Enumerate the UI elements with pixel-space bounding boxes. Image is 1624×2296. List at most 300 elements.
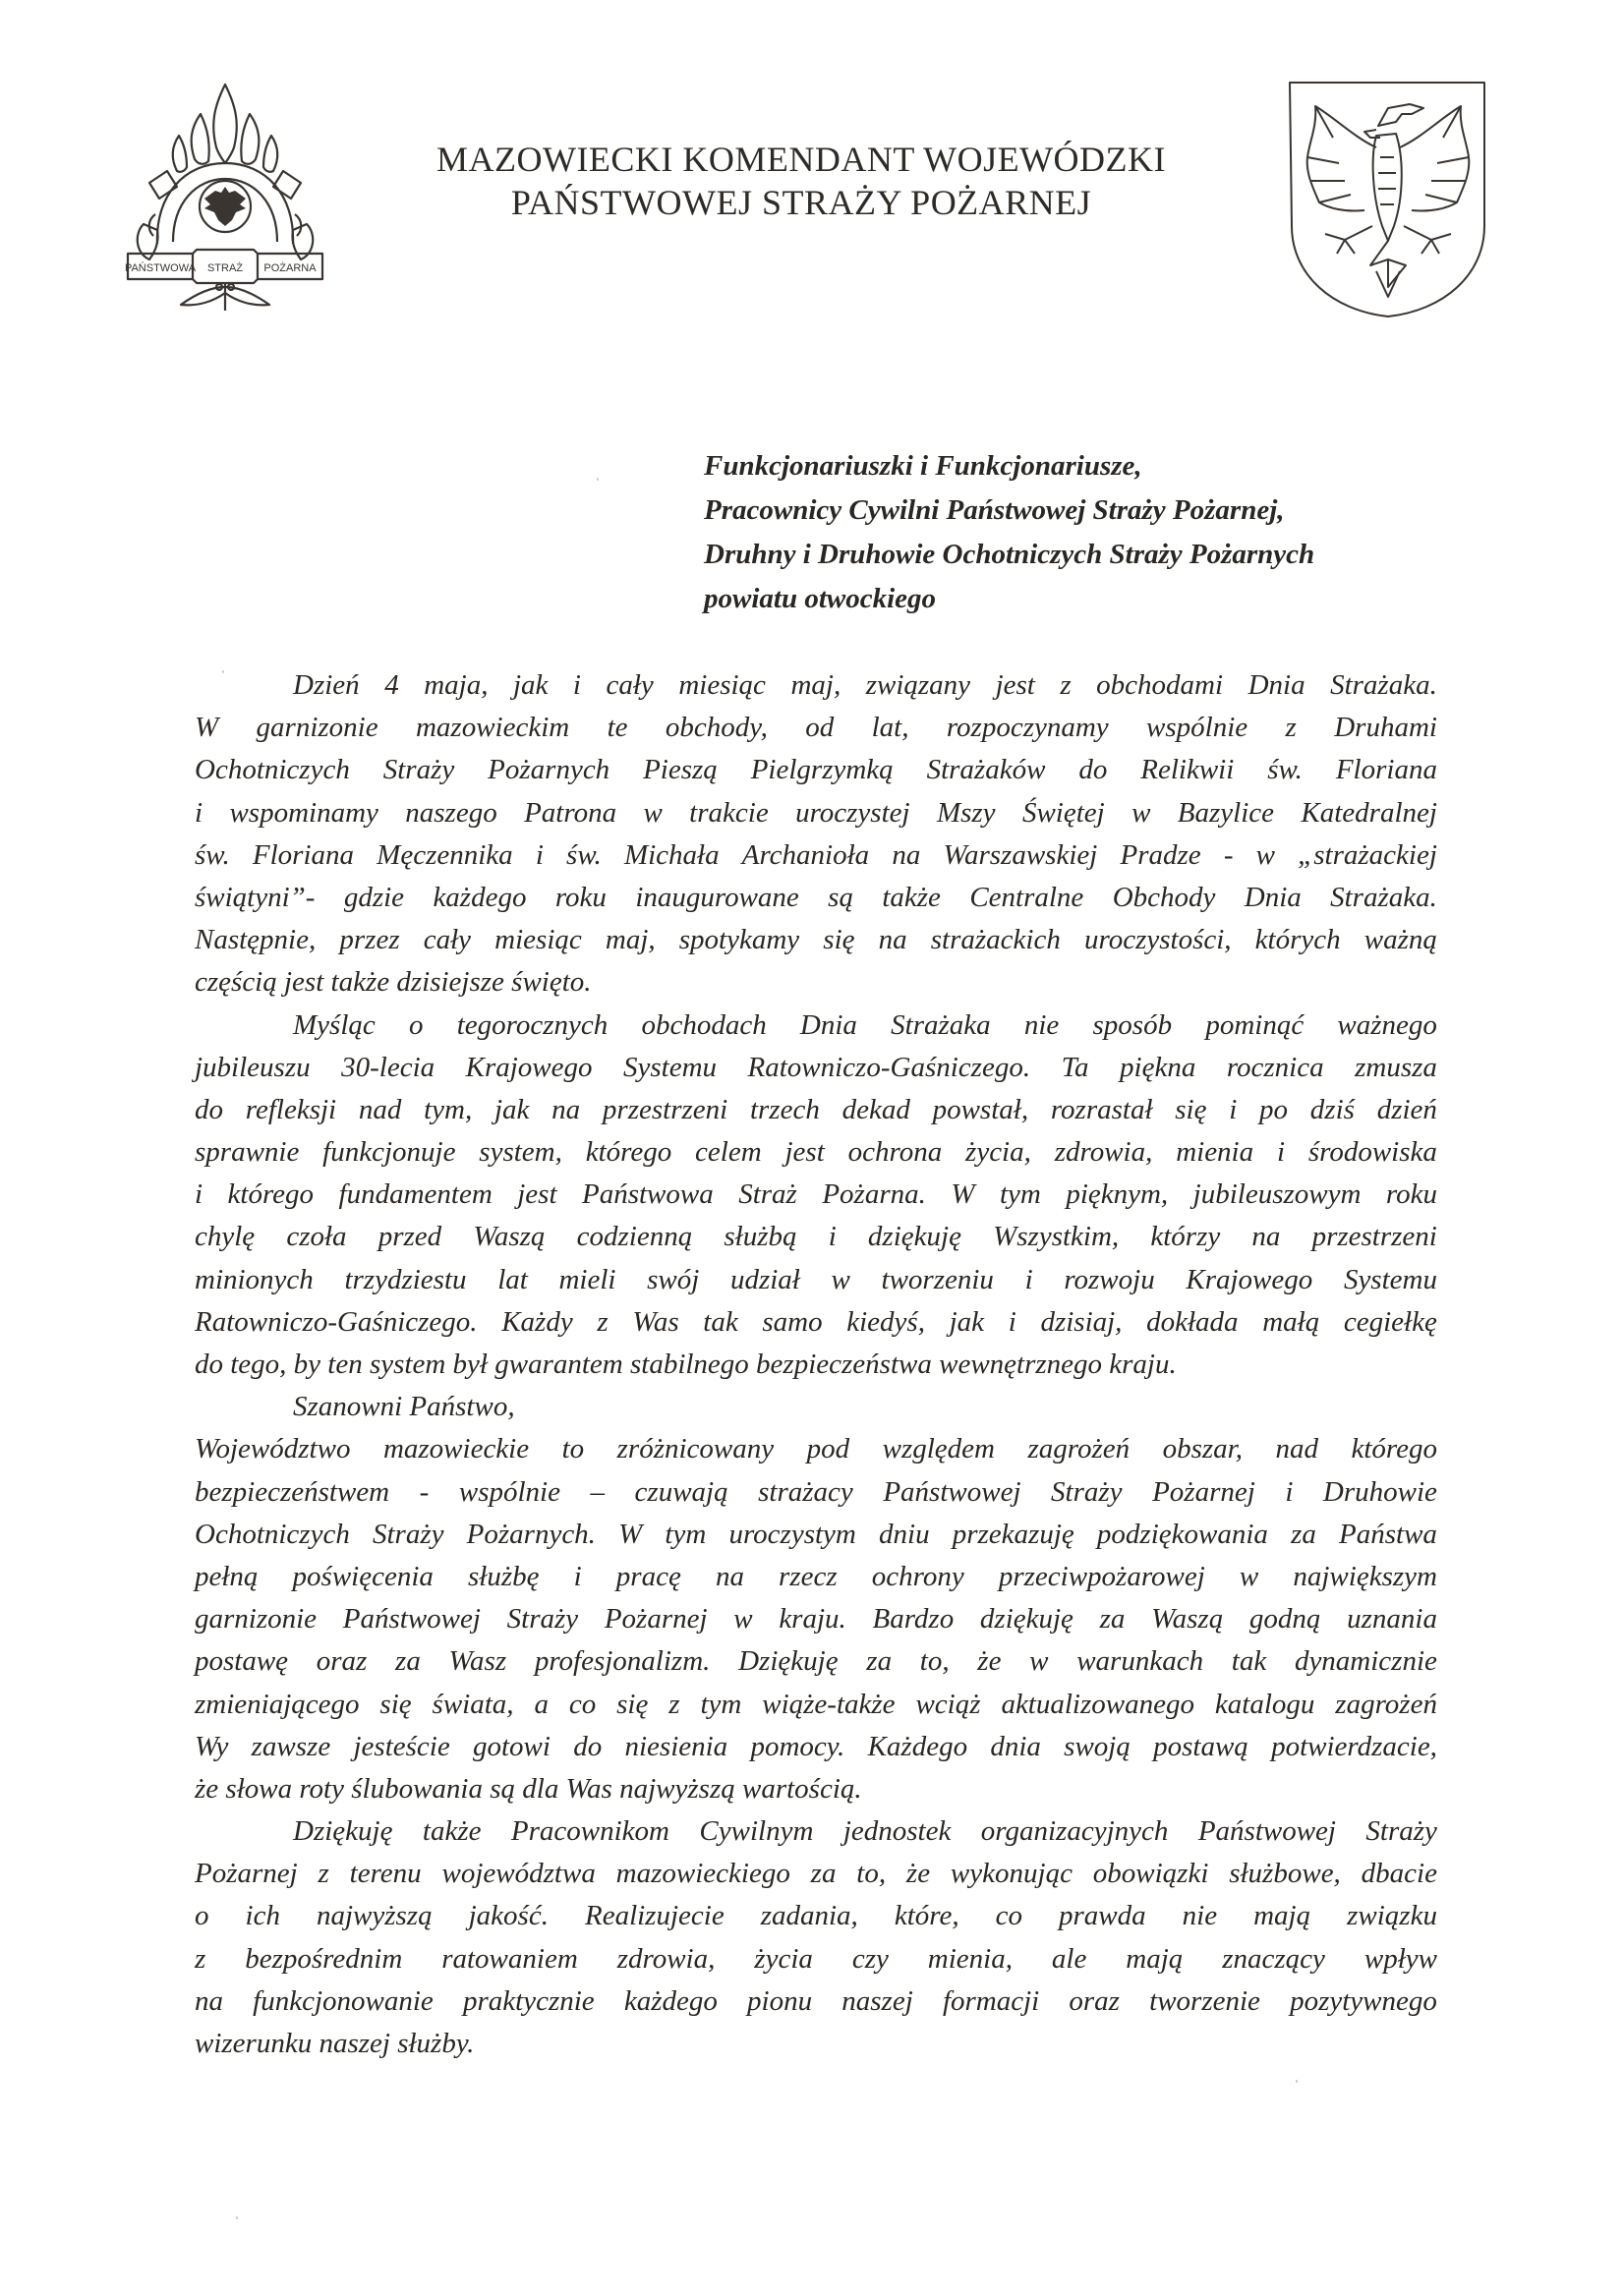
word: którego — [1351, 1433, 1437, 1465]
word: refleksji — [245, 1093, 337, 1125]
word: piękna — [1120, 1051, 1196, 1083]
word: ochrony — [871, 1560, 964, 1592]
word: mienia — [1176, 1136, 1254, 1169]
word: Ta — [1061, 1051, 1089, 1083]
word: W — [618, 1518, 643, 1550]
emblem-banner-left: PAŃSTWOWA — [124, 262, 197, 274]
word: bezpośrednim — [245, 1942, 403, 1975]
word: Waszą — [1151, 1603, 1224, 1636]
word: rozpoczynamy — [946, 712, 1109, 744]
word: mazowieckie — [382, 1433, 530, 1465]
word: życia — [754, 1942, 813, 1975]
word: Dziękuję — [293, 1815, 393, 1848]
paragraph-first-line — [195, 1810, 1437, 1853]
word: Druhami — [1334, 712, 1437, 744]
word: Każdego — [867, 1730, 968, 1762]
word: Pożarnej — [604, 1603, 708, 1636]
word: Strażaka. — [1330, 669, 1437, 701]
word: nad — [358, 1093, 402, 1125]
word: „strażackiej — [1298, 838, 1437, 871]
word: sposób — [1092, 1008, 1173, 1041]
word: jubileuszowym — [1192, 1178, 1362, 1211]
word: na — [1251, 1221, 1281, 1253]
paragraph-line — [195, 1089, 1437, 1131]
word: Pielgrzymką — [750, 754, 894, 786]
word: funkcjonuje — [322, 1136, 456, 1169]
word: nad — [1275, 1433, 1318, 1465]
paragraph-line — [195, 919, 1437, 961]
paragraph-line — [195, 1895, 1437, 1937]
word: na — [715, 1560, 744, 1592]
word: co — [568, 1688, 597, 1720]
paragraph-line — [195, 1556, 1437, 1598]
word: aktualizowanego — [1001, 1688, 1194, 1720]
word: i — [828, 1221, 837, 1253]
word: się — [1175, 1093, 1207, 1125]
word: ale — [1051, 1942, 1087, 1975]
word: lat — [497, 1263, 528, 1295]
word: Straży — [382, 754, 455, 786]
word: obchodach — [641, 1008, 767, 1041]
word: jak — [512, 669, 549, 701]
word: wykonując — [950, 1858, 1073, 1890]
word: których — [1254, 924, 1341, 956]
word: że — [905, 1858, 931, 1890]
word: dnia — [990, 1730, 1041, 1762]
word: bezpieczeństwem — [195, 1475, 390, 1508]
word: i — [1229, 1093, 1238, 1125]
word: z — [668, 1688, 680, 1720]
word: Straży — [1365, 1815, 1437, 1848]
addressee-line: Druhny i Druhowie Ochotniczych Straży Pożarnych — [704, 539, 1315, 570]
word: zmusza — [1355, 1051, 1437, 1083]
paragraph-line — [195, 1216, 1437, 1258]
word: Systemu — [1343, 1263, 1437, 1295]
word: sprawnie — [195, 1136, 300, 1169]
word: każdego — [623, 1984, 718, 2017]
word: i — [535, 838, 544, 871]
word: to, — [919, 1645, 950, 1678]
word: formacji — [942, 1984, 1040, 2017]
word: kiedyś, — [846, 1305, 925, 1338]
word: tym — [700, 1688, 742, 1720]
word: na — [892, 838, 921, 871]
paragraph-line — [195, 1259, 1437, 1301]
word: mazowieckiego — [615, 1858, 790, 1890]
word: Warszawskiej — [943, 838, 1098, 871]
word: z — [1285, 712, 1297, 744]
word: jubileuszu — [195, 1051, 311, 1083]
paragraph-first-line: Szanowni Państwo, — [293, 1391, 515, 1423]
psp-emblem-icon — [120, 77, 331, 313]
word: – — [590, 1475, 606, 1508]
word: Realizujecie — [584, 1900, 725, 1932]
word: Patrona — [524, 796, 617, 829]
word: uznania — [1347, 1603, 1437, 1636]
word: wiąże-także — [762, 1688, 896, 1720]
word: życia, — [965, 1136, 1031, 1169]
word: roku — [554, 881, 607, 913]
word: zawsze — [251, 1730, 331, 1762]
word: Relikwii — [1140, 754, 1235, 786]
word: które, — [894, 1900, 959, 1932]
word: Wszystkim, — [993, 1221, 1120, 1253]
word: przestrzeni — [602, 1093, 728, 1125]
word: swoją — [1064, 1730, 1131, 1762]
word: pionu — [747, 1984, 813, 2017]
word: św. — [195, 838, 230, 871]
word: rozrastał — [1050, 1093, 1153, 1125]
word: Was — [632, 1305, 679, 1338]
word: Druhowie — [1322, 1475, 1437, 1508]
word: Floriana — [1335, 754, 1437, 786]
word: pięknym, — [1066, 1178, 1169, 1211]
word: oraz — [1069, 1984, 1120, 2017]
word: miesiąc — [494, 924, 582, 956]
word: w — [1239, 1560, 1259, 1592]
word: cegiełkę — [1343, 1305, 1437, 1338]
word: i — [1008, 1305, 1016, 1338]
word: Pożarnych — [488, 754, 610, 786]
word: Waszą — [473, 1221, 546, 1253]
word: terenu — [349, 1858, 422, 1890]
word: rozwoju — [1064, 1263, 1155, 1295]
word: obszar, — [1162, 1433, 1244, 1465]
word: jak — [493, 1093, 530, 1125]
word: Ochotniczych — [195, 754, 350, 786]
scan-artifact — [236, 2216, 238, 2219]
letter-body — [195, 664, 1437, 2065]
word: służbowe, — [1229, 1858, 1341, 1890]
word: potwierdzacie, — [1271, 1730, 1437, 1762]
word: jednostek — [842, 1815, 952, 1848]
word: obchodami — [1096, 669, 1224, 701]
word: służbą — [724, 1221, 797, 1253]
word: ważnego — [1337, 1008, 1437, 1041]
paragraph-line: że słowa roty ślubowania są dla Was najwyższą wartością. — [195, 1772, 862, 1805]
emblem-banner-center: STRAŻ — [206, 262, 244, 274]
word: obchody, — [665, 712, 768, 744]
word: na — [551, 1093, 581, 1125]
word: są — [828, 881, 853, 913]
word: Państwowa — [581, 1178, 714, 1211]
word: codzienną — [576, 1221, 693, 1253]
paragraph-line — [195, 749, 1437, 791]
mazovia-eagle-shield-icon — [1286, 79, 1490, 319]
word: Pieszą — [643, 754, 718, 786]
word: Pożarnej — [1152, 1475, 1255, 1508]
word: Dziękuję — [738, 1645, 839, 1678]
word: Obchody — [1112, 881, 1216, 913]
word: św. — [1267, 754, 1303, 786]
word: Każdy — [501, 1305, 573, 1338]
word: zróżnicowany — [616, 1433, 775, 1465]
word: gotowi — [472, 1730, 551, 1762]
word: się — [379, 1688, 412, 1720]
paragraph-first-line — [195, 664, 1437, 707]
word: pracę — [615, 1560, 681, 1592]
addressee-block — [704, 444, 1451, 621]
word: pominąć — [1205, 1008, 1305, 1041]
paragraph-line: częścią jest także dzisiejsze święto. — [195, 966, 592, 999]
word: zagrożeń — [1335, 1688, 1437, 1720]
paragraph-line — [195, 1047, 1437, 1089]
paragraph-line — [195, 1853, 1437, 1895]
word: ważną — [1363, 924, 1437, 956]
word: udział — [729, 1263, 800, 1295]
word: wciąż — [915, 1688, 981, 1720]
word: Strażaków — [926, 754, 1046, 786]
word: przed — [377, 1221, 442, 1253]
word: maj, — [605, 924, 656, 956]
word: Męczennika — [377, 838, 513, 871]
word: ratowaniem — [441, 1942, 578, 1975]
letterhead-title — [324, 138, 1278, 224]
word: uroczystej — [795, 796, 910, 829]
word: jakość. — [468, 1900, 549, 1932]
word: za — [1291, 1518, 1316, 1550]
word: dniu — [879, 1518, 930, 1550]
word: Straży — [506, 1603, 579, 1636]
word: tak — [1231, 1645, 1267, 1678]
word: przez — [339, 924, 400, 956]
word: do — [195, 1093, 223, 1125]
word: Państwowej — [342, 1603, 481, 1636]
word: dynamicznie — [1294, 1645, 1437, 1678]
word: w — [1131, 796, 1151, 829]
word: Świętej — [1021, 796, 1105, 829]
word: podziękowania — [1096, 1518, 1268, 1550]
scan-artifact — [597, 478, 599, 481]
word: obowiązki — [1092, 1858, 1209, 1890]
word: czoła — [286, 1221, 347, 1253]
word: kraju. — [779, 1603, 846, 1636]
letterhead-title-line1: MAZOWIECKI KOMENDANT WOJEWÓDZKI — [435, 140, 1167, 179]
word: Wy — [195, 1730, 229, 1762]
paragraph-line — [195, 1938, 1437, 1980]
word: Dnia — [1247, 669, 1305, 701]
word: za — [810, 1858, 837, 1890]
word: Systemu — [623, 1051, 718, 1083]
word: jest — [784, 1136, 825, 1169]
word: którzy — [1150, 1221, 1221, 1253]
word: katalogu — [1214, 1688, 1315, 1720]
word: świata, — [432, 1688, 514, 1720]
word: za — [866, 1645, 893, 1678]
word: strażackich — [930, 924, 1061, 956]
word: samo — [762, 1305, 823, 1338]
word: i — [195, 1178, 203, 1211]
paragraph-line — [195, 1301, 1437, 1344]
word: powstał, — [932, 1093, 1029, 1125]
word: do — [1078, 754, 1108, 786]
word: dekad — [841, 1093, 910, 1125]
word: wspólnie — [458, 1475, 560, 1508]
paragraph-first-line — [195, 1004, 1437, 1047]
paragraph-line — [195, 1514, 1437, 1556]
word: Państwa — [1339, 1518, 1437, 1550]
word: cały — [606, 669, 654, 701]
word: tak — [703, 1305, 738, 1338]
word: dokłada — [1146, 1305, 1239, 1338]
word: ochrona — [847, 1136, 943, 1169]
word: Pożarnej — [195, 1858, 298, 1890]
word: pomocy. — [750, 1730, 845, 1762]
word: wspólnie — [1146, 712, 1248, 744]
word: i — [1285, 1475, 1294, 1508]
paragraph-line — [195, 792, 1437, 834]
word: Strażaka. — [1330, 881, 1437, 913]
word: zmieniającego — [195, 1688, 360, 1720]
word: te — [607, 712, 628, 744]
scan-artifact — [222, 670, 224, 673]
word: trzech — [749, 1093, 820, 1125]
word: z — [1060, 669, 1072, 701]
paragraph-line — [195, 1598, 1437, 1640]
word: prawda — [1059, 1900, 1146, 1932]
paragraph-line — [195, 1174, 1437, 1216]
word: mają — [1253, 1900, 1311, 1932]
word: trakcie — [689, 796, 769, 829]
word: mienia, — [927, 1942, 1013, 1975]
word: Dnia — [1244, 881, 1302, 913]
word: przekazuję — [952, 1518, 1074, 1550]
word: system, — [479, 1136, 562, 1169]
word: z — [597, 1305, 609, 1338]
word: garnizonie — [195, 1603, 318, 1636]
word: celem — [695, 1136, 762, 1169]
paragraph-line — [195, 834, 1437, 877]
word: tym, — [424, 1093, 473, 1125]
word: to — [561, 1433, 585, 1465]
word: każdego — [433, 881, 527, 913]
word: rzecz — [779, 1560, 838, 1592]
word: Województwo — [195, 1433, 351, 1465]
word: praktycznie — [462, 1984, 595, 2017]
word: małą — [1262, 1305, 1320, 1338]
word: tegorocznych — [456, 1008, 609, 1041]
word: trzydziestu — [344, 1263, 467, 1295]
word: fundamentem — [338, 1178, 493, 1211]
paragraph-line: do tego, by ten system był gwarantem stabilnego bezpieczeństwa wewnętrznego kraju. — [195, 1349, 1177, 1380]
addressee-line: Pracownicy Cywilni Państwowej Straży Pożarnej, — [704, 494, 1285, 526]
letterhead-title-line2: PAŃSTWOWEJ STRAŻY POŻARNEJ — [510, 183, 1092, 222]
word: zadania, — [760, 1900, 858, 1932]
word: którego — [227, 1178, 315, 1211]
word: oraz — [316, 1645, 368, 1678]
word: jest — [517, 1178, 557, 1211]
paragraph-line — [195, 1131, 1437, 1174]
word: maj, — [790, 669, 841, 701]
emblem-banner-right: POŻARNA — [263, 262, 317, 274]
word: Krajowego — [1186, 1263, 1313, 1295]
word: funkcjonowanie — [253, 1984, 434, 2017]
word: Myśląc — [293, 1008, 376, 1041]
word: także — [882, 881, 941, 913]
word: zdrowia, — [616, 1942, 716, 1975]
word: najwyższą — [316, 1900, 433, 1932]
word: miesiąc — [678, 669, 766, 701]
word: co — [995, 1900, 1022, 1932]
word: i — [573, 1560, 582, 1592]
word: mieli — [558, 1263, 616, 1295]
word: Strażaka — [891, 1008, 991, 1041]
word: tym — [999, 1178, 1041, 1211]
word: dziękuję — [979, 1603, 1073, 1636]
word: naszej — [841, 1984, 913, 2017]
word: W — [951, 1178, 975, 1211]
word: inaugurowane — [635, 881, 799, 913]
word: względem — [882, 1433, 995, 1465]
word: Katedralnej — [1301, 796, 1437, 829]
word: przeciwpożarowej — [998, 1560, 1205, 1592]
word: Cywilnym — [699, 1815, 814, 1848]
word: Straż — [738, 1178, 797, 1211]
word: przestrzeni — [1311, 1221, 1437, 1253]
word: związku — [1347, 1900, 1437, 1932]
word: pod — [806, 1433, 850, 1465]
word: Państwowej — [883, 1475, 1021, 1508]
word: dbacie — [1361, 1858, 1437, 1890]
paragraph-line — [195, 1726, 1437, 1768]
paragraph-line — [195, 1640, 1437, 1683]
word: gdzie — [343, 881, 405, 913]
word: chylę — [195, 1221, 256, 1253]
word: uroczystości, — [1083, 924, 1232, 956]
word: cały — [423, 924, 472, 956]
scan-artifact — [1296, 2080, 1298, 2083]
word: którego — [585, 1136, 672, 1169]
word: i — [1024, 1263, 1033, 1295]
word: czuwają — [634, 1475, 728, 1508]
word: o — [195, 1900, 209, 1932]
word: W — [195, 712, 219, 744]
paragraph-line — [195, 877, 1437, 919]
word: czy — [851, 1942, 889, 1975]
word: z — [195, 1942, 206, 1975]
word: wpływ — [1363, 1942, 1437, 1975]
word: środowiska — [1307, 1136, 1437, 1169]
word: zagrożeń — [1027, 1433, 1131, 1465]
word: Michała — [623, 838, 720, 871]
word: Pracownikom — [510, 1815, 669, 1848]
word: lat, — [871, 712, 909, 744]
word: Ochotniczych — [195, 1518, 350, 1550]
word: dzień — [1376, 1093, 1437, 1125]
paragraph-line — [195, 707, 1437, 749]
word: Następnie, — [195, 924, 317, 956]
word: Bazylice — [1177, 796, 1275, 829]
word: w — [1029, 1645, 1049, 1678]
word: spotykamy — [678, 924, 800, 956]
word: pełną — [195, 1560, 259, 1592]
word: jak — [949, 1305, 985, 1338]
word: minionych — [195, 1263, 314, 1295]
word: to, — [856, 1858, 887, 1890]
word: się — [616, 1688, 649, 1720]
word: i — [572, 669, 581, 701]
word: naszego — [405, 796, 497, 829]
addressee-line: powiatu otwockiego — [704, 583, 937, 614]
paragraph-line — [195, 1980, 1437, 2023]
word: nie — [1182, 1900, 1218, 1932]
word: tworzeniu — [881, 1263, 994, 1295]
word: w — [643, 796, 663, 829]
word: Dzień — [293, 669, 360, 701]
word: strażacy — [758, 1475, 853, 1508]
word: dzisiaj, — [1040, 1305, 1123, 1338]
word: postawą — [1153, 1730, 1248, 1762]
